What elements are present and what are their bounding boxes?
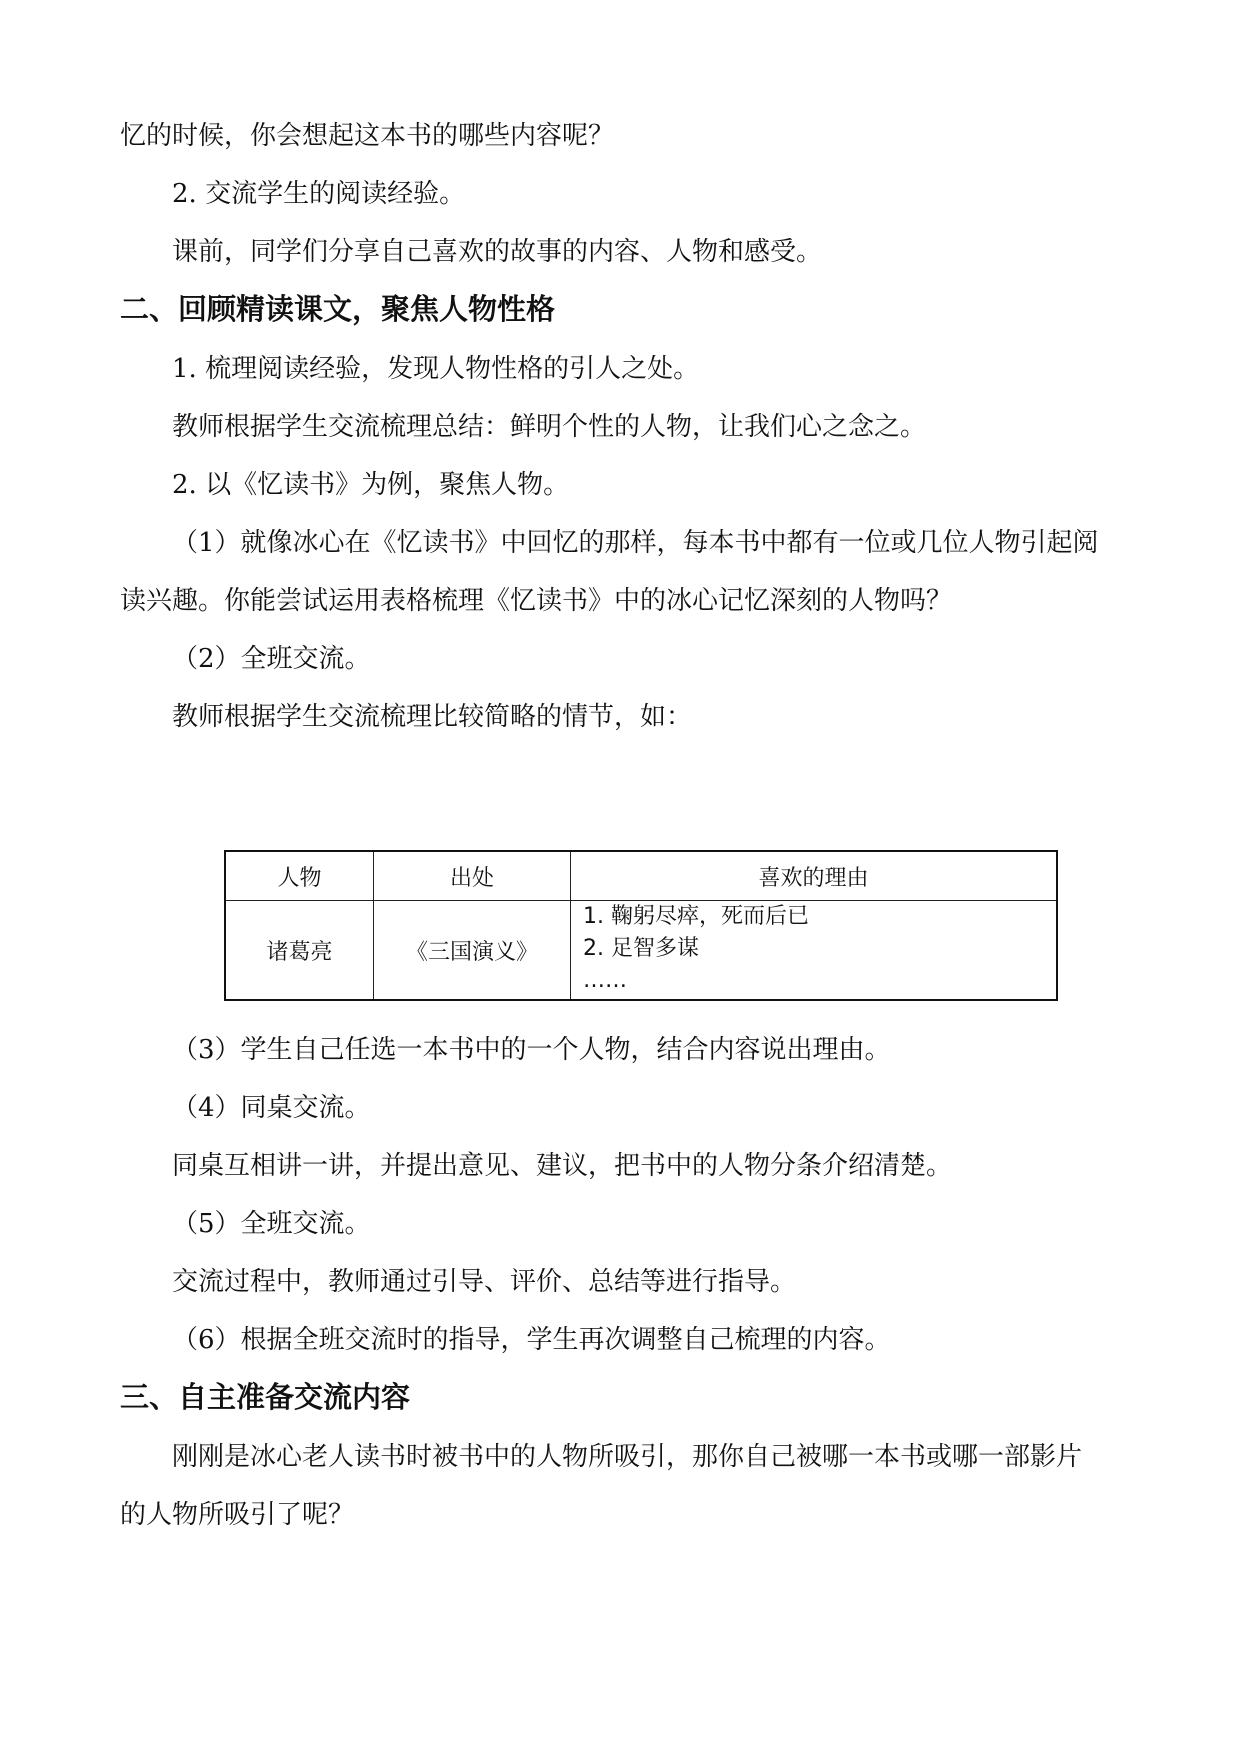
table-header-row: [225, 851, 1057, 901]
reason-item: 2. 足智多谋: [583, 936, 699, 961]
table-cell-character: 诸葛亮: [225, 901, 374, 1001]
table-header-cell: 喜欢的理由: [571, 851, 1058, 901]
paragraph: （5）全班交流。: [172, 1209, 371, 1239]
section-heading: 三、自主准备交流内容: [120, 1380, 411, 1414]
table-cell-reasons: [571, 901, 1058, 1001]
table-header-cell: 人物: [225, 851, 374, 901]
paragraph: 2. 交流学生的阅读经验。: [172, 179, 466, 209]
paragraph: 教师根据学生交流梳理总结：鲜明个性的人物，让我们心之念之。: [172, 412, 927, 442]
paragraph: （2）全班交流。: [172, 644, 371, 674]
section-heading: 二、回顾精读课文，聚焦人物性格: [120, 292, 556, 326]
paragraph: 读兴趣。你能尝试运用表格梳理《忆读书》中的冰心记忆深刻的人物吗？: [120, 586, 953, 616]
paragraph: 1. 梳理阅读经验，发现人物性格的引人之处。: [172, 354, 700, 384]
paragraph: 刚刚是冰心老人读书时被书中的人物所吸引，那你自己被哪一本书或哪一部影片: [172, 1442, 1083, 1472]
paragraph: 的人物所吸引了呢？: [120, 1500, 355, 1530]
paragraph: （6）根据全班交流时的指导，学生再次调整自己梳理的内容。: [172, 1325, 891, 1355]
character-table: [224, 850, 1058, 1001]
reason-item: 1. 鞠躬尽瘁，死而后已: [583, 904, 809, 929]
paragraph: 课前，同学们分享自己喜欢的故事的内容、人物和感受。: [172, 237, 823, 267]
reason-item: ……: [583, 968, 627, 993]
paragraph: 忆的时候，你会想起这本书的哪些内容呢？: [120, 121, 615, 151]
paragraph: （3）学生自己任选一本书中的一个人物，结合内容说出理由。: [172, 1035, 891, 1065]
paragraph: （1）就像冰心在《忆读书》中回忆的那样，每本书中都有一位或几位人物引起阅: [172, 528, 1099, 558]
paragraph: 2. 以《忆读书》为例，聚焦人物。: [172, 470, 570, 500]
paragraph: 交流过程中，教师通过引导、评价、总结等进行指导。: [172, 1267, 797, 1297]
paragraph: 同桌互相讲一讲，并提出意见、建议，把书中的人物分条介绍清楚。: [172, 1151, 953, 1181]
paragraph: （4）同桌交流。: [172, 1093, 371, 1123]
table-header-cell: 出处: [374, 851, 571, 901]
paragraph: 教师根据学生交流梳理比较简略的情节，如：: [172, 702, 693, 732]
table-cell-source: 《三国演义》: [374, 901, 571, 1001]
table-row: [225, 901, 1057, 1001]
